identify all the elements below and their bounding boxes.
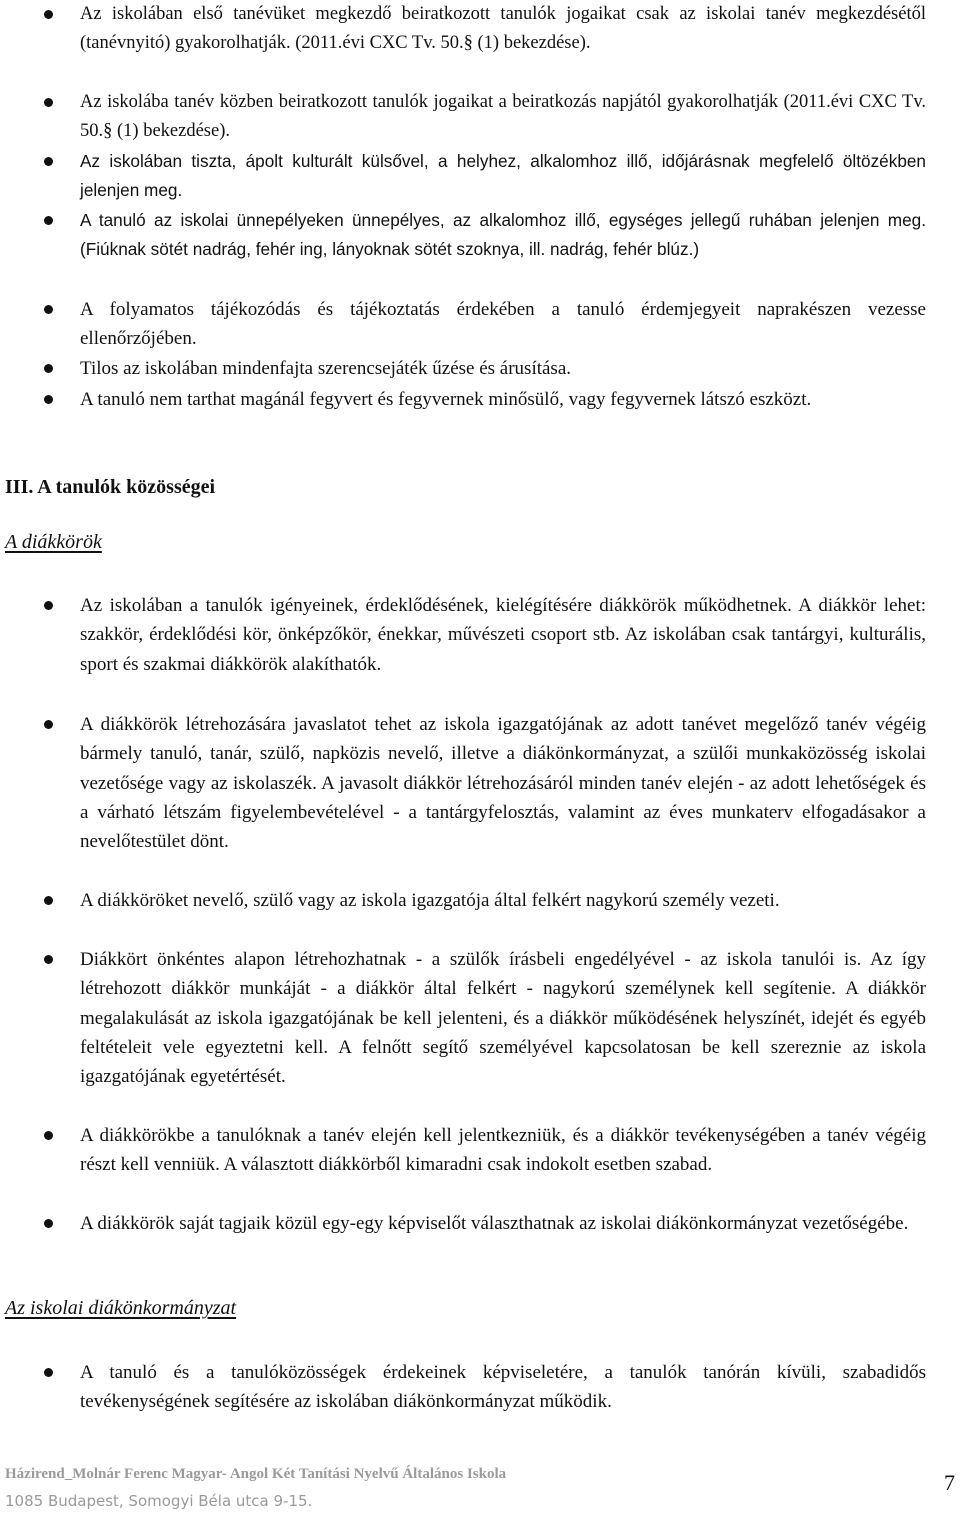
section-heading: III. A tanulók közösségei	[5, 476, 216, 498]
bullet-marker	[44, 896, 53, 905]
page-number: 7	[944, 1470, 955, 1495]
bullet-marker	[44, 1368, 53, 1377]
bullet-marker	[44, 216, 53, 225]
list-item: A diákkörök saját tagjaik közül egy-egy képviselőt választhatnak az iskolai diákönkormányzat vezetőségébe.	[80, 1213, 909, 1234]
list-item: A tanuló az iskolai ünnepélyeken ünnepélyes, az alkalomhoz illő, egységes jellegű ruhában jelenjen meg. (Fiúknak sötét nadrág, fehér ing, lányoknak sötét szoknya, ill. nadrág, fehér blúz.)	[80, 210, 926, 260]
bullet-marker	[44, 305, 53, 314]
footer-address: 1085 Budapest, Somogyi Béla utca 9-15.	[5, 1492, 313, 1510]
bullet-marker	[44, 1219, 53, 1228]
list-item: A tanuló nem tarthat magánál fegyvert és fegyvernek minősülő, vagy fegyvernek látszó eszközt.	[80, 389, 812, 410]
list-item: A diákköröket nevelő, szülő vagy az iskola igazgatója által felkért nagykorú személy vezeti.	[80, 890, 780, 911]
list-item: Az iskolában a tanulók igényeinek, érdeklődésének, kielégítésére diákkörök működhetnek. A diákkör lehet: szakkör, érdeklődési kör, önképzőkör, énekkar, művészeti csoport stb. Az iskolában csak tantárgyi, kulturális, sport és szakmai diákkörök alakíthatók.	[80, 595, 926, 675]
bullet-marker	[44, 395, 53, 404]
list-item: Az iskolában tiszta, ápolt kulturált külsővel, a helyhez, alkalomhoz illő, időjárásnak megfelelő öltözékben jelenjen meg.	[80, 151, 926, 201]
footer-school-name: Házirend_Molnár Ferenc Magyar- Angol Két Tanítási Nyelvű Általános Iskola	[5, 1466, 507, 1482]
bullet-marker	[44, 98, 53, 107]
subsection-title: Az iskolai diákönkormányzat	[5, 1297, 237, 1319]
list-item: A diákkörök létrehozására javaslatot tehet az iskola igazgatójának az adott tanévet megelőző tanév végéig bármely tanuló, tanár, szülő, napközis nevelő, illetve a diákönkormányzat, a szülői munkaközösség iskolai vezetősége vagy az iskolaszék. A javasolt diákkör létrehozásáról minden tanév elején - az adott lehetőségek és a várható létszám figyelembevételével - a tantárgyfelosztás, valamint az éves munkaterv elfogadásakor a nevelőtestület dönt.	[80, 714, 926, 853]
bullet-marker	[44, 720, 53, 729]
bullet-marker	[44, 1131, 53, 1140]
bullet-marker	[44, 955, 53, 964]
list-item: Diákkört önkéntes alapon létrehozhatnak - a szülők írásbeli engedélyével - az iskola tanulói is. Az így létrehozott diákkör munkáját - a diákkör által felkért - nagykorú személynek kell segítenie. A diákkör megalakulását az iskola igazgatójának be kell jelenteni, és a diákkör működésének helyszínét, idejét és egyéb feltételeit vele egyeztetni kell. A felnőtt segítő személyével kapcsolatosan be kell szereznie az iskola igazgatójának egyetértését.	[80, 949, 926, 1088]
bullet-marker	[44, 10, 53, 19]
list-item: Tilos az iskolában mindenfajta szerencsejáték űzése és árusítása.	[80, 358, 572, 379]
bullet-marker	[44, 364, 53, 373]
list-item: A folyamatos tájékozódás és tájékoztatás érdekében a tanuló érdemjegyeit naprakészen vezesse ellenőrzőjében.	[80, 299, 926, 350]
bullet-marker	[44, 601, 53, 610]
list-item: A tanuló és a tanulóközösségek érdekeinek képviseletére, a tanulók tanórán kívüli, szabadidős tevékenységének segítésére az iskolában diákönkormányzat működik.	[80, 1362, 926, 1413]
list-item: Az iskolába tanév közben beiratkozott tanulók jogaikat a beiratkozás napjától gyakorolhatják (2011.évi CXC Tv. 50.§ (1) bekezdése).	[80, 92, 926, 142]
list-item: A diákkörökbe a tanulóknak a tanév elején kell jelentkezniük, és a diákkör tevékenységében a tanév végéig részt kell venniük. A választott diákkörből kimaradni csak indokolt esetben szabad.	[80, 1125, 926, 1176]
bullet-marker	[44, 157, 53, 166]
list-item: Az iskolában első tanévüket megkezdő beiratkozott tanulók jogaikat csak az iskolai tanév megkezdésétől (tanévnyitó) gyakorolhatják. (2011.évi CXC Tv. 50.§ (1) bekezdése).	[80, 4, 926, 54]
subsection-title: A diákkörök	[5, 531, 102, 553]
